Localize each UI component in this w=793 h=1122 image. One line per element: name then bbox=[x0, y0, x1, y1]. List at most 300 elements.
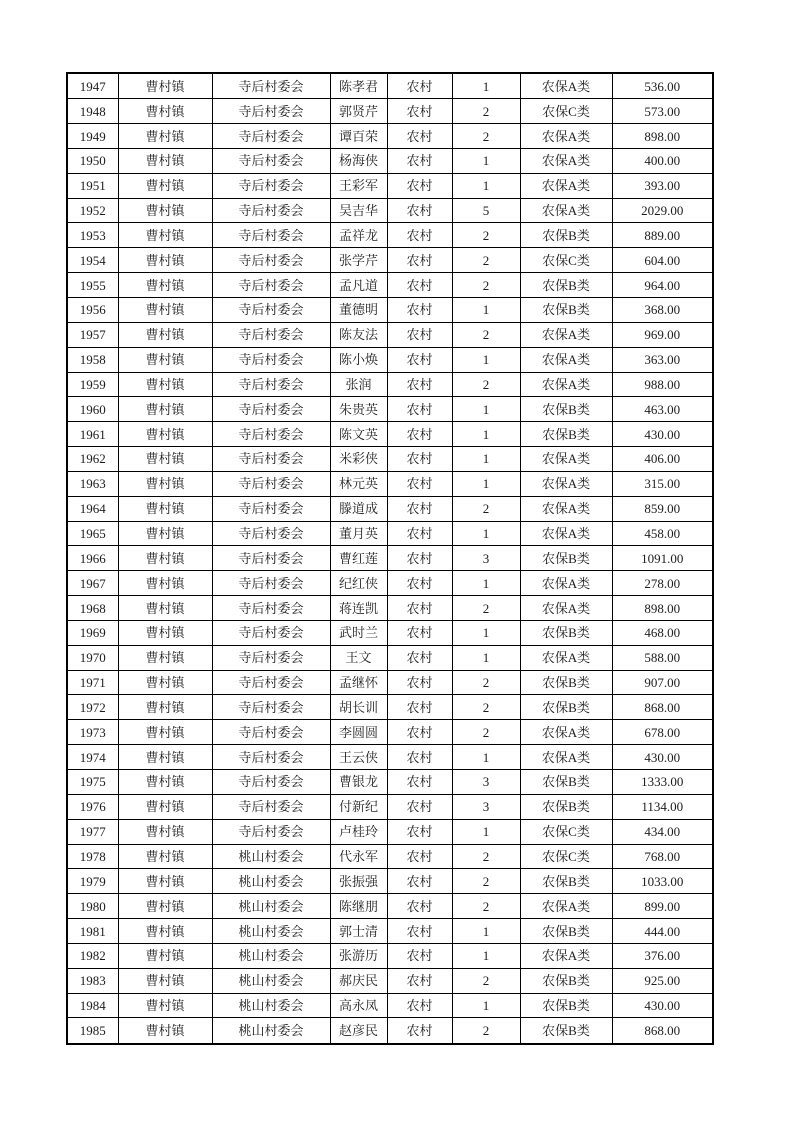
cell-insurance: 农保B类 bbox=[520, 993, 612, 1018]
cell-amount: 393.00 bbox=[612, 173, 713, 198]
cell-residence: 农村 bbox=[387, 496, 452, 521]
cell-seq: 1950 bbox=[67, 148, 118, 173]
cell-village: 寺后村委会 bbox=[212, 471, 330, 496]
cell-insurance: 农保B类 bbox=[520, 770, 612, 795]
cell-village: 寺后村委会 bbox=[212, 248, 330, 273]
cell-village: 寺后村委会 bbox=[212, 770, 330, 795]
table-row bbox=[67, 720, 713, 745]
cell-amount: 406.00 bbox=[612, 447, 713, 472]
cell-insurance: 农保C类 bbox=[520, 248, 612, 273]
cell-insurance: 农保B类 bbox=[520, 297, 612, 322]
cell-town: 曹村镇 bbox=[118, 968, 212, 993]
cell-seq: 1971 bbox=[67, 670, 118, 695]
cell-seq: 1966 bbox=[67, 546, 118, 571]
cell-amount: 468.00 bbox=[612, 620, 713, 645]
cell-count: 2 bbox=[452, 99, 520, 124]
cell-insurance: 农保A类 bbox=[520, 894, 612, 919]
cell-village: 寺后村委会 bbox=[212, 273, 330, 298]
cell-name: 孟祥龙 bbox=[330, 223, 387, 248]
cell-residence: 农村 bbox=[387, 471, 452, 496]
cell-village: 桃山村委会 bbox=[212, 894, 330, 919]
cell-seq: 1951 bbox=[67, 173, 118, 198]
cell-seq: 1985 bbox=[67, 1018, 118, 1044]
table-row bbox=[67, 1018, 713, 1044]
cell-amount: 368.00 bbox=[612, 297, 713, 322]
cell-insurance: 农保B类 bbox=[520, 695, 612, 720]
cell-amount: 1033.00 bbox=[612, 869, 713, 894]
cell-village: 寺后村委会 bbox=[212, 819, 330, 844]
cell-town: 曹村镇 bbox=[118, 720, 212, 745]
cell-seq: 1956 bbox=[67, 297, 118, 322]
cell-residence: 农村 bbox=[387, 347, 452, 372]
cell-town: 曹村镇 bbox=[118, 1018, 212, 1044]
cell-name: 王文 bbox=[330, 645, 387, 670]
cell-village: 寺后村委会 bbox=[212, 447, 330, 472]
cell-residence: 农村 bbox=[387, 1018, 452, 1044]
cell-count: 1 bbox=[452, 422, 520, 447]
cell-village: 寺后村委会 bbox=[212, 322, 330, 347]
cell-amount: 430.00 bbox=[612, 422, 713, 447]
cell-amount: 925.00 bbox=[612, 968, 713, 993]
cell-town: 曹村镇 bbox=[118, 248, 212, 273]
cell-village: 寺后村委会 bbox=[212, 397, 330, 422]
cell-seq: 1967 bbox=[67, 571, 118, 596]
cell-residence: 农村 bbox=[387, 645, 452, 670]
cell-insurance: 农保A类 bbox=[520, 571, 612, 596]
cell-amount: 898.00 bbox=[612, 124, 713, 149]
cell-amount: 868.00 bbox=[612, 1018, 713, 1044]
cell-seq: 1975 bbox=[67, 770, 118, 795]
cell-residence: 农村 bbox=[387, 894, 452, 919]
cell-name: 孟继怀 bbox=[330, 670, 387, 695]
cell-name: 曹红莲 bbox=[330, 546, 387, 571]
cell-amount: 899.00 bbox=[612, 894, 713, 919]
cell-village: 寺后村委会 bbox=[212, 521, 330, 546]
cell-village: 寺后村委会 bbox=[212, 198, 330, 223]
cell-amount: 463.00 bbox=[612, 397, 713, 422]
cell-town: 曹村镇 bbox=[118, 422, 212, 447]
cell-amount: 964.00 bbox=[612, 273, 713, 298]
cell-village: 寺后村委会 bbox=[212, 620, 330, 645]
cell-name: 高永凤 bbox=[330, 993, 387, 1018]
cell-count: 2 bbox=[452, 968, 520, 993]
cell-insurance: 农保C类 bbox=[520, 99, 612, 124]
cell-residence: 农村 bbox=[387, 844, 452, 869]
cell-insurance: 农保B类 bbox=[520, 422, 612, 447]
cell-name: 武时兰 bbox=[330, 620, 387, 645]
cell-count: 2 bbox=[452, 248, 520, 273]
cell-town: 曹村镇 bbox=[118, 645, 212, 670]
cell-town: 曹村镇 bbox=[118, 173, 212, 198]
cell-residence: 农村 bbox=[387, 794, 452, 819]
cell-amount: 458.00 bbox=[612, 521, 713, 546]
cell-seq: 1981 bbox=[67, 919, 118, 944]
table-row bbox=[67, 372, 713, 397]
cell-count: 2 bbox=[452, 596, 520, 621]
cell-residence: 农村 bbox=[387, 968, 452, 993]
cell-village: 寺后村委会 bbox=[212, 173, 330, 198]
table-row bbox=[67, 347, 713, 372]
cell-village: 寺后村委会 bbox=[212, 596, 330, 621]
cell-seq: 1982 bbox=[67, 943, 118, 968]
cell-village: 寺后村委会 bbox=[212, 645, 330, 670]
cell-amount: 278.00 bbox=[612, 571, 713, 596]
table-row bbox=[67, 99, 713, 124]
cell-count: 1 bbox=[452, 471, 520, 496]
cell-name: 张振强 bbox=[330, 869, 387, 894]
cell-residence: 农村 bbox=[387, 993, 452, 1018]
cell-name: 张游历 bbox=[330, 943, 387, 968]
cell-seq: 1965 bbox=[67, 521, 118, 546]
table-row bbox=[67, 943, 713, 968]
cell-amount: 678.00 bbox=[612, 720, 713, 745]
cell-amount: 907.00 bbox=[612, 670, 713, 695]
cell-name: 米彩侠 bbox=[330, 447, 387, 472]
cell-town: 曹村镇 bbox=[118, 546, 212, 571]
cell-town: 曹村镇 bbox=[118, 670, 212, 695]
table-row bbox=[67, 297, 713, 322]
cell-count: 2 bbox=[452, 1018, 520, 1044]
cell-insurance: 农保A类 bbox=[520, 322, 612, 347]
cell-seq: 1955 bbox=[67, 273, 118, 298]
cell-village: 寺后村委会 bbox=[212, 223, 330, 248]
cell-town: 曹村镇 bbox=[118, 471, 212, 496]
cell-count: 2 bbox=[452, 844, 520, 869]
cell-name: 王云侠 bbox=[330, 745, 387, 770]
cell-town: 曹村镇 bbox=[118, 745, 212, 770]
cell-seq: 1959 bbox=[67, 372, 118, 397]
cell-name: 纪红侠 bbox=[330, 571, 387, 596]
cell-name: 胡长训 bbox=[330, 695, 387, 720]
cell-count: 3 bbox=[452, 770, 520, 795]
cell-amount: 430.00 bbox=[612, 993, 713, 1018]
cell-village: 寺后村委会 bbox=[212, 297, 330, 322]
cell-count: 1 bbox=[452, 993, 520, 1018]
cell-name: 陈小焕 bbox=[330, 347, 387, 372]
cell-village: 寺后村委会 bbox=[212, 372, 330, 397]
table-row bbox=[67, 869, 713, 894]
cell-town: 曹村镇 bbox=[118, 596, 212, 621]
cell-town: 曹村镇 bbox=[118, 794, 212, 819]
cell-name: 郭贤芹 bbox=[330, 99, 387, 124]
table-row bbox=[67, 73, 713, 99]
cell-count: 2 bbox=[452, 894, 520, 919]
cell-insurance: 农保A类 bbox=[520, 73, 612, 99]
cell-name: 杨海侠 bbox=[330, 148, 387, 173]
cell-count: 1 bbox=[452, 943, 520, 968]
cell-name: 卢桂玲 bbox=[330, 819, 387, 844]
cell-name: 代永军 bbox=[330, 844, 387, 869]
cell-residence: 农村 bbox=[387, 273, 452, 298]
cell-name: 陈孝君 bbox=[330, 73, 387, 99]
cell-insurance: 农保C类 bbox=[520, 819, 612, 844]
cell-amount: 969.00 bbox=[612, 322, 713, 347]
cell-village: 桃山村委会 bbox=[212, 1018, 330, 1044]
cell-residence: 农村 bbox=[387, 297, 452, 322]
table-row bbox=[67, 521, 713, 546]
cell-amount: 2029.00 bbox=[612, 198, 713, 223]
cell-residence: 农村 bbox=[387, 447, 452, 472]
table-row bbox=[67, 248, 713, 273]
cell-name: 陈友法 bbox=[330, 322, 387, 347]
cell-name: 吴吉华 bbox=[330, 198, 387, 223]
cell-town: 曹村镇 bbox=[118, 148, 212, 173]
cell-residence: 农村 bbox=[387, 745, 452, 770]
cell-town: 曹村镇 bbox=[118, 521, 212, 546]
cell-town: 曹村镇 bbox=[118, 919, 212, 944]
cell-count: 1 bbox=[452, 645, 520, 670]
cell-seq: 1972 bbox=[67, 695, 118, 720]
cell-town: 曹村镇 bbox=[118, 372, 212, 397]
cell-count: 2 bbox=[452, 273, 520, 298]
cell-residence: 农村 bbox=[387, 173, 452, 198]
table-row bbox=[67, 496, 713, 521]
cell-count: 1 bbox=[452, 148, 520, 173]
cell-seq: 1976 bbox=[67, 794, 118, 819]
cell-amount: 315.00 bbox=[612, 471, 713, 496]
table-row bbox=[67, 273, 713, 298]
cell-residence: 农村 bbox=[387, 223, 452, 248]
cell-seq: 1958 bbox=[67, 347, 118, 372]
cell-village: 寺后村委会 bbox=[212, 148, 330, 173]
cell-residence: 农村 bbox=[387, 819, 452, 844]
cell-town: 曹村镇 bbox=[118, 695, 212, 720]
cell-insurance: 农保B类 bbox=[520, 273, 612, 298]
cell-insurance: 农保B类 bbox=[520, 397, 612, 422]
cell-insurance: 农保B类 bbox=[520, 620, 612, 645]
cell-seq: 1953 bbox=[67, 223, 118, 248]
cell-insurance: 农保B类 bbox=[520, 919, 612, 944]
cell-residence: 农村 bbox=[387, 620, 452, 645]
cell-seq: 1974 bbox=[67, 745, 118, 770]
cell-count: 1 bbox=[452, 73, 520, 99]
cell-residence: 农村 bbox=[387, 919, 452, 944]
cell-residence: 农村 bbox=[387, 770, 452, 795]
cell-residence: 农村 bbox=[387, 670, 452, 695]
table-row bbox=[67, 198, 713, 223]
cell-insurance: 农保A类 bbox=[520, 496, 612, 521]
cell-village: 寺后村委会 bbox=[212, 73, 330, 99]
cell-residence: 农村 bbox=[387, 695, 452, 720]
cell-residence: 农村 bbox=[387, 596, 452, 621]
cell-amount: 588.00 bbox=[612, 645, 713, 670]
table-row bbox=[67, 695, 713, 720]
cell-seq: 1962 bbox=[67, 447, 118, 472]
cell-count: 3 bbox=[452, 546, 520, 571]
cell-seq: 1947 bbox=[67, 73, 118, 99]
cell-town: 曹村镇 bbox=[118, 869, 212, 894]
cell-town: 曹村镇 bbox=[118, 273, 212, 298]
cell-seq: 1960 bbox=[67, 397, 118, 422]
cell-residence: 农村 bbox=[387, 943, 452, 968]
cell-village: 寺后村委会 bbox=[212, 745, 330, 770]
cell-residence: 农村 bbox=[387, 73, 452, 99]
cell-insurance: 农保A类 bbox=[520, 347, 612, 372]
cell-amount: 434.00 bbox=[612, 819, 713, 844]
cell-insurance: 农保B类 bbox=[520, 1018, 612, 1044]
cell-insurance: 农保B类 bbox=[520, 869, 612, 894]
cell-village: 寺后村委会 bbox=[212, 794, 330, 819]
cell-residence: 农村 bbox=[387, 372, 452, 397]
cell-seq: 1984 bbox=[67, 993, 118, 1018]
cell-name: 张润 bbox=[330, 372, 387, 397]
cell-seq: 1969 bbox=[67, 620, 118, 645]
cell-seq: 1949 bbox=[67, 124, 118, 149]
cell-name: 蒋连凯 bbox=[330, 596, 387, 621]
cell-count: 2 bbox=[452, 124, 520, 149]
table-row bbox=[67, 397, 713, 422]
cell-town: 曹村镇 bbox=[118, 844, 212, 869]
cell-residence: 农村 bbox=[387, 422, 452, 447]
cell-insurance: 农保B类 bbox=[520, 794, 612, 819]
cell-amount: 1134.00 bbox=[612, 794, 713, 819]
cell-village: 桃山村委会 bbox=[212, 993, 330, 1018]
cell-amount: 363.00 bbox=[612, 347, 713, 372]
cell-count: 1 bbox=[452, 919, 520, 944]
cell-village: 桃山村委会 bbox=[212, 844, 330, 869]
cell-town: 曹村镇 bbox=[118, 198, 212, 223]
cell-seq: 1957 bbox=[67, 322, 118, 347]
cell-name: 王彩军 bbox=[330, 173, 387, 198]
cell-seq: 1964 bbox=[67, 496, 118, 521]
cell-insurance: 农保A类 bbox=[520, 447, 612, 472]
cell-seq: 1980 bbox=[67, 894, 118, 919]
cell-residence: 农村 bbox=[387, 571, 452, 596]
cell-village: 寺后村委会 bbox=[212, 695, 330, 720]
cell-name: 孟凡道 bbox=[330, 273, 387, 298]
cell-name: 董月英 bbox=[330, 521, 387, 546]
cell-seq: 1968 bbox=[67, 596, 118, 621]
cell-town: 曹村镇 bbox=[118, 943, 212, 968]
table-row bbox=[67, 471, 713, 496]
cell-town: 曹村镇 bbox=[118, 620, 212, 645]
cell-amount: 573.00 bbox=[612, 99, 713, 124]
cell-amount: 444.00 bbox=[612, 919, 713, 944]
cell-count: 1 bbox=[452, 571, 520, 596]
cell-insurance: 农保A类 bbox=[520, 372, 612, 397]
cell-seq: 1963 bbox=[67, 471, 118, 496]
cell-amount: 889.00 bbox=[612, 223, 713, 248]
cell-village: 寺后村委会 bbox=[212, 546, 330, 571]
cell-residence: 农村 bbox=[387, 869, 452, 894]
cell-residence: 农村 bbox=[387, 521, 452, 546]
cell-residence: 农村 bbox=[387, 148, 452, 173]
cell-town: 曹村镇 bbox=[118, 322, 212, 347]
table-row bbox=[67, 770, 713, 795]
cell-seq: 1948 bbox=[67, 99, 118, 124]
table-row bbox=[67, 124, 713, 149]
cell-seq: 1973 bbox=[67, 720, 118, 745]
cell-name: 郭士清 bbox=[330, 919, 387, 944]
table-row bbox=[67, 596, 713, 621]
cell-residence: 农村 bbox=[387, 248, 452, 273]
cell-amount: 898.00 bbox=[612, 596, 713, 621]
cell-insurance: 农保A类 bbox=[520, 198, 612, 223]
cell-name: 朱贵英 bbox=[330, 397, 387, 422]
cell-count: 2 bbox=[452, 496, 520, 521]
table-row bbox=[67, 794, 713, 819]
cell-town: 曹村镇 bbox=[118, 73, 212, 99]
cell-village: 寺后村委会 bbox=[212, 422, 330, 447]
cell-count: 1 bbox=[452, 819, 520, 844]
cell-insurance: 农保B类 bbox=[520, 968, 612, 993]
cell-insurance: 农保B类 bbox=[520, 670, 612, 695]
table-row bbox=[67, 546, 713, 571]
table-row bbox=[67, 223, 713, 248]
cell-seq: 1978 bbox=[67, 844, 118, 869]
cell-village: 桃山村委会 bbox=[212, 919, 330, 944]
cell-seq: 1952 bbox=[67, 198, 118, 223]
cell-amount: 768.00 bbox=[612, 844, 713, 869]
cell-count: 2 bbox=[452, 720, 520, 745]
cell-insurance: 农保B类 bbox=[520, 546, 612, 571]
cell-amount: 1091.00 bbox=[612, 546, 713, 571]
cell-count: 2 bbox=[452, 670, 520, 695]
table-row bbox=[67, 894, 713, 919]
cell-amount: 859.00 bbox=[612, 496, 713, 521]
cell-town: 曹村镇 bbox=[118, 447, 212, 472]
cell-count: 3 bbox=[452, 794, 520, 819]
cell-town: 曹村镇 bbox=[118, 571, 212, 596]
cell-count: 1 bbox=[452, 521, 520, 546]
cell-count: 1 bbox=[452, 620, 520, 645]
cell-residence: 农村 bbox=[387, 397, 452, 422]
cell-village: 寺后村委会 bbox=[212, 347, 330, 372]
table-row bbox=[67, 173, 713, 198]
cell-count: 2 bbox=[452, 695, 520, 720]
cell-town: 曹村镇 bbox=[118, 993, 212, 1018]
cell-amount: 430.00 bbox=[612, 745, 713, 770]
cell-seq: 1983 bbox=[67, 968, 118, 993]
cell-town: 曹村镇 bbox=[118, 223, 212, 248]
cell-amount: 1333.00 bbox=[612, 770, 713, 795]
cell-count: 1 bbox=[452, 173, 520, 198]
cell-insurance: 农保A类 bbox=[520, 173, 612, 198]
cell-count: 1 bbox=[452, 297, 520, 322]
cell-amount: 988.00 bbox=[612, 372, 713, 397]
cell-village: 寺后村委会 bbox=[212, 124, 330, 149]
cell-insurance: 农保A类 bbox=[520, 720, 612, 745]
cell-name: 滕道成 bbox=[330, 496, 387, 521]
cell-amount: 604.00 bbox=[612, 248, 713, 273]
cell-name: 李圆圆 bbox=[330, 720, 387, 745]
cell-town: 曹村镇 bbox=[118, 894, 212, 919]
cell-name: 张学芹 bbox=[330, 248, 387, 273]
cell-town: 曹村镇 bbox=[118, 496, 212, 521]
cell-village: 寺后村委会 bbox=[212, 496, 330, 521]
cell-seq: 1979 bbox=[67, 869, 118, 894]
cell-name: 谭百荣 bbox=[330, 124, 387, 149]
cell-village: 桃山村委会 bbox=[212, 943, 330, 968]
cell-count: 1 bbox=[452, 397, 520, 422]
cell-seq: 1970 bbox=[67, 645, 118, 670]
cell-insurance: 农保B类 bbox=[520, 223, 612, 248]
cell-town: 曹村镇 bbox=[118, 397, 212, 422]
table-row bbox=[67, 447, 713, 472]
cell-name: 董德明 bbox=[330, 297, 387, 322]
table-row bbox=[67, 571, 713, 596]
cell-insurance: 农保A类 bbox=[520, 645, 612, 670]
cell-seq: 1954 bbox=[67, 248, 118, 273]
table-row bbox=[67, 745, 713, 770]
table-row bbox=[67, 670, 713, 695]
cell-name: 陈文英 bbox=[330, 422, 387, 447]
cell-insurance: 农保A类 bbox=[520, 521, 612, 546]
cell-residence: 农村 bbox=[387, 198, 452, 223]
cell-name: 陈继朋 bbox=[330, 894, 387, 919]
table-row bbox=[67, 844, 713, 869]
table-row bbox=[67, 645, 713, 670]
